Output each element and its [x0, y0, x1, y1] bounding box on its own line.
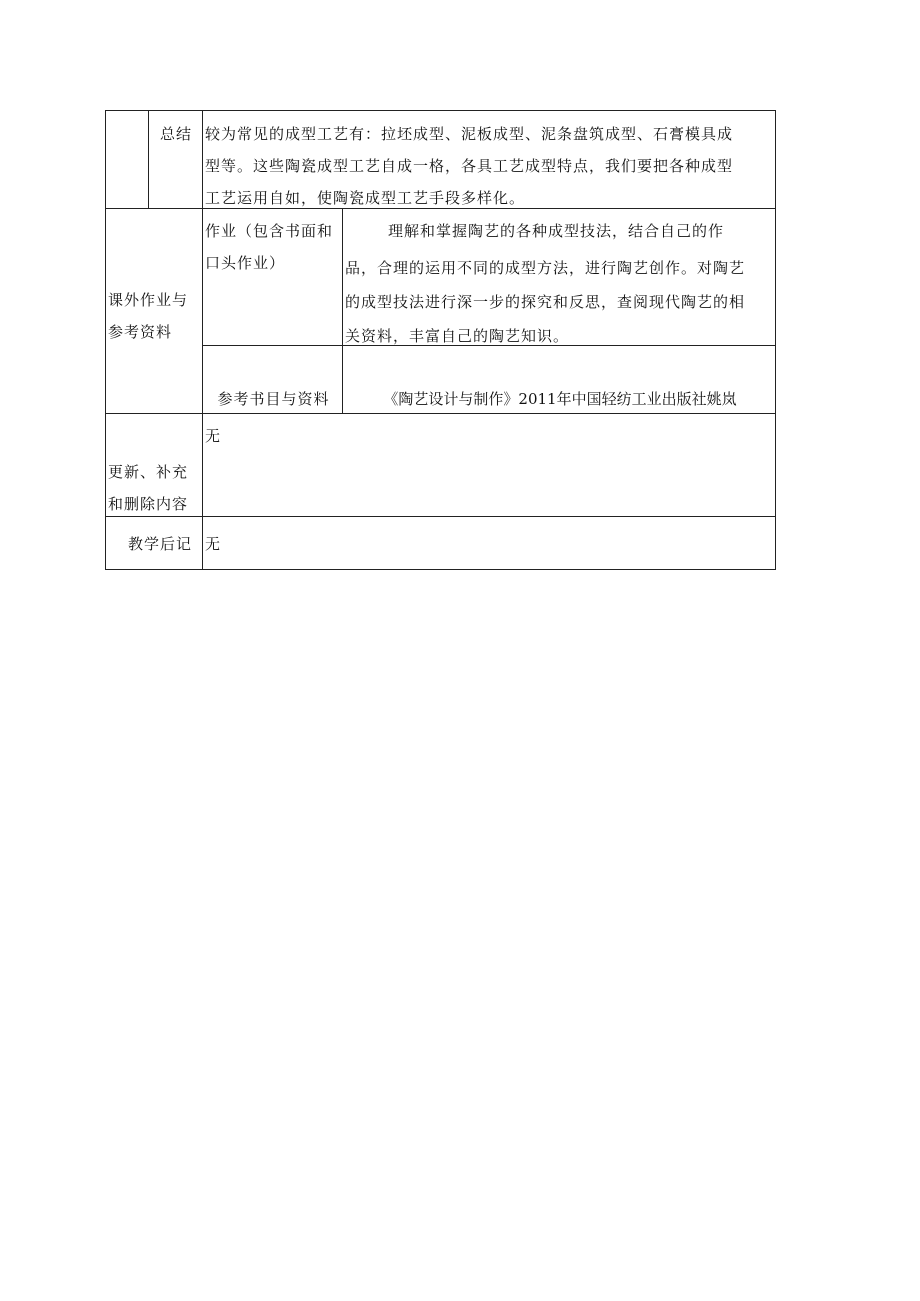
assignment-line: 关资料，丰富自己的陶艺知识。 — [345, 327, 570, 345]
homework-section-label-line: 课外作业与 — [108, 291, 189, 309]
references-text: 《陶艺设计与制作》2011年中国轻纺工业出版社姚岚 — [383, 390, 737, 408]
updates-label-line: 和删除内容 — [108, 495, 189, 513]
summary-line: 型等。这些陶瓷成型工艺自成一格，各具工艺成型特点，我们要把各种成型 — [205, 157, 734, 175]
summary-line: 较为常见的成型工艺有：拉坯成型、泥板成型、泥条盘筑成型、石膏模具成 — [205, 125, 734, 143]
summary-line: 工艺运用自如，使陶瓷成型工艺手段多样化。 — [205, 189, 526, 207]
homework-section-label-line: 参考资料 — [108, 323, 173, 341]
assignment-line: 品，合理的运用不同的成型方法，进行陶艺创作。对陶艺 — [345, 259, 746, 277]
assignment-label-line: 口头作业） — [205, 254, 286, 272]
assignment-line: 的成型技法进行深一步的探究和反思，查阅现代陶艺的相 — [345, 293, 746, 311]
updates-label-line: 更新、补充 — [108, 463, 189, 481]
assignment-label-line: 作业（包含书面和 — [205, 222, 334, 240]
teaching-notes-label: 教学后记 — [127, 535, 192, 553]
assignment-line: 理解和掌握陶艺的各种成型技法，结合自己的作 — [388, 222, 725, 240]
summary-label: 总结 — [159, 125, 192, 143]
updates-value: 无 — [205, 427, 222, 445]
references-label: 参考书目与资料 — [217, 390, 330, 408]
teaching-notes-value: 无 — [205, 535, 222, 553]
